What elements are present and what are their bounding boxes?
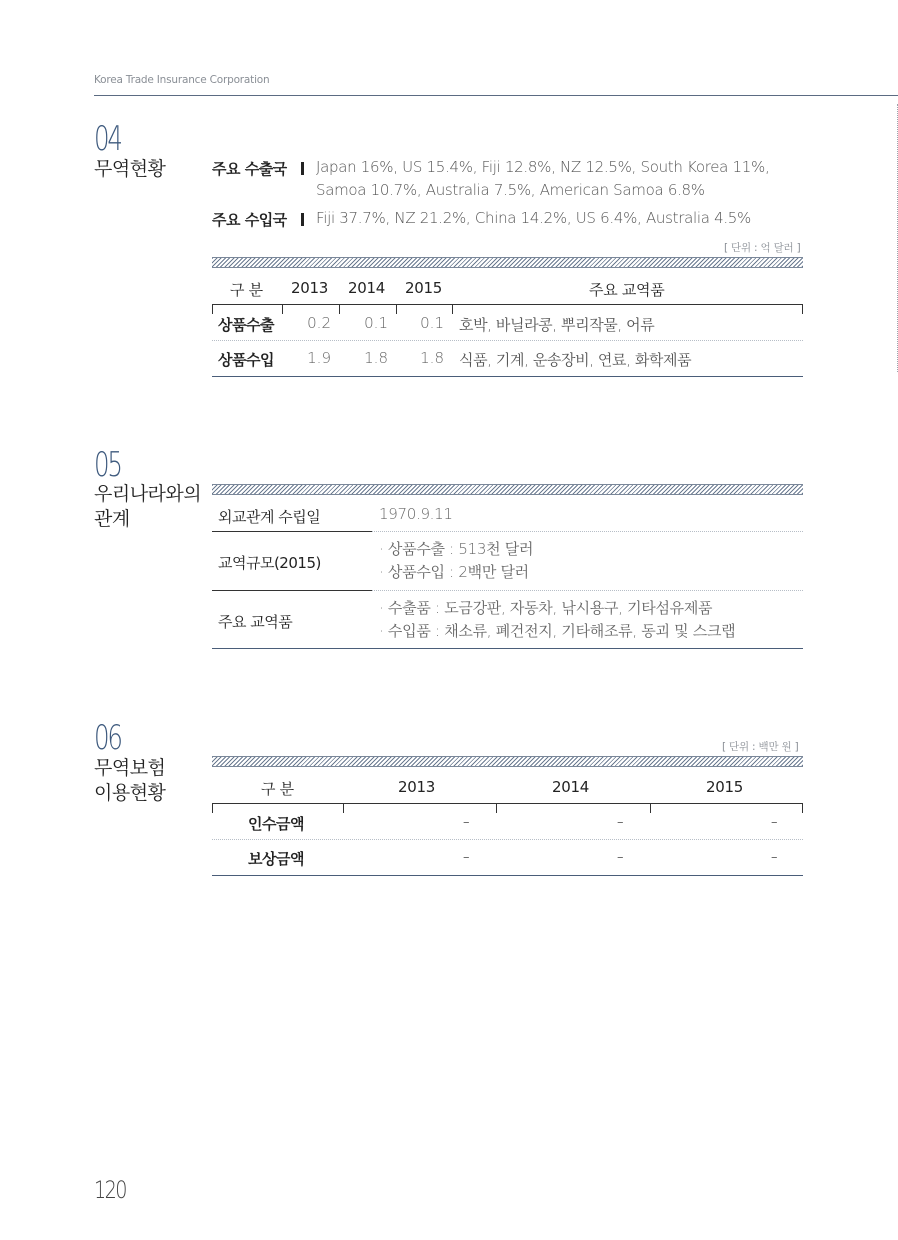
export-countries-line2: Samoa 10.7%, Australia 7.5%, American Samoa 6.8%	[316, 181, 705, 199]
trade-cell-2013: 0.2	[307, 314, 331, 332]
relations-hatch-rule	[212, 484, 803, 495]
trade-tick	[282, 304, 283, 314]
export-countries-line1: Japan 16%, US 15.4%, Fiji 12.8%, NZ 12.5%, South Korea 11%,	[316, 158, 770, 176]
insurance-bottom-rule	[212, 875, 803, 876]
relations-row-label: 외교관계 수립일	[218, 508, 321, 526]
insurance-tick	[212, 803, 213, 813]
section-05-number: 05	[94, 445, 121, 485]
section-04-number: 04	[94, 119, 121, 159]
trade-table-hatch-rule	[212, 257, 803, 268]
trade-header-divider	[212, 304, 803, 305]
trade-cell-items: 식품, 기계, 운송장비, 연료, 화학제품	[459, 351, 692, 369]
trade-tick	[802, 304, 803, 314]
trade-cell-2015: 0.1	[420, 314, 444, 332]
insurance-cell-2014: –	[617, 815, 624, 830]
insurance-hatch-rule	[212, 756, 803, 767]
header-org-name: Korea Trade Insurance Corporation	[94, 74, 270, 86]
trade-table-unit: [ 단위 : 억 달러 ]	[724, 242, 801, 254]
relations-label-divider	[212, 590, 372, 591]
insurance-tick	[650, 803, 651, 813]
insurance-table-unit: [ 단위 : 백만 원 ]	[722, 741, 799, 753]
export-label: 주요 수출국	[212, 160, 287, 178]
relations-row-value: · 수출품 : 도금강판, 자동차, 낚시용구, 기타섬유제품	[379, 599, 713, 617]
row-divider	[372, 590, 803, 591]
relations-row-label: 교역규모(2015)	[218, 554, 321, 572]
trade-cell-2014: 0.1	[364, 314, 388, 332]
insurance-cell-2015: –	[771, 850, 778, 865]
insurance-tick	[496, 803, 497, 813]
trade-cell-items: 호박, 바닐라콩, 뿌리작물, 어류	[459, 316, 655, 334]
trade-col-2014: 2014	[348, 279, 385, 297]
trade-col-2015: 2015	[405, 279, 442, 297]
export-separator	[301, 162, 304, 175]
row-divider	[212, 839, 803, 840]
relations-row-value: · 상품수출 : 513천 달러	[379, 540, 534, 558]
trade-cell-2014: 1.8	[364, 349, 388, 367]
section-06-number: 06	[94, 718, 121, 758]
import-separator	[301, 213, 304, 226]
insurance-tick	[802, 803, 803, 813]
insurance-col-2014: 2014	[552, 778, 589, 796]
insurance-col-category: 구 분	[261, 780, 294, 798]
trade-tick	[212, 304, 213, 314]
trade-cell-2015: 1.8	[420, 349, 444, 367]
trade-table-bottom-rule	[212, 376, 803, 377]
insurance-cell-2014: –	[617, 850, 624, 865]
trade-col-category: 구 분	[230, 281, 263, 299]
relations-label-divider	[212, 531, 372, 532]
insurance-header-divider	[212, 803, 803, 804]
relations-row-value: 1970.9.11	[379, 505, 453, 523]
trade-tick	[396, 304, 397, 314]
insurance-col-2015: 2015	[706, 778, 743, 796]
row-divider	[212, 340, 803, 341]
row-divider	[372, 531, 803, 532]
import-countries-line1: Fiji 37.7%, NZ 21.2%, China 14.2%, US 6.4%, Australia 4.5%	[316, 209, 751, 227]
relations-row-value: · 상품수입 : 2백만 달러	[379, 563, 529, 581]
section-06-title-line2: 이용현황	[94, 782, 166, 804]
page-number: 120	[94, 1176, 126, 1204]
insurance-cell-2013: –	[463, 850, 470, 865]
insurance-cell-2013: –	[463, 815, 470, 830]
insurance-col-2013: 2013	[398, 778, 435, 796]
insurance-tick	[343, 803, 344, 813]
relations-row-label: 주요 교역품	[218, 613, 293, 631]
trade-row-label: 상품수출	[218, 316, 274, 334]
insurance-row-label: 보상금액	[248, 850, 304, 868]
trade-col-2013: 2013	[291, 279, 328, 297]
trade-tick	[339, 304, 340, 314]
relations-bottom-rule	[212, 648, 803, 649]
section-05-title-line1: 우리나라와의	[94, 483, 202, 505]
header-divider	[94, 95, 898, 96]
relations-row-value: · 수입품 : 채소류, 폐건전지, 기타해조류, 동괴 및 스크랩	[379, 622, 736, 640]
section-05-title-line2: 관계	[94, 508, 130, 530]
trade-row-label: 상품수입	[218, 351, 274, 369]
trade-cell-2013: 1.9	[307, 349, 331, 367]
insurance-cell-2015: –	[771, 815, 778, 830]
section-04-title: 무역현황	[94, 158, 166, 180]
import-label: 주요 수입국	[212, 211, 287, 229]
insurance-row-label: 인수금액	[248, 815, 304, 833]
trade-col-items: 주요 교역품	[589, 281, 665, 299]
trade-tick	[452, 304, 453, 314]
section-06-title-line1: 무역보험	[94, 757, 166, 779]
